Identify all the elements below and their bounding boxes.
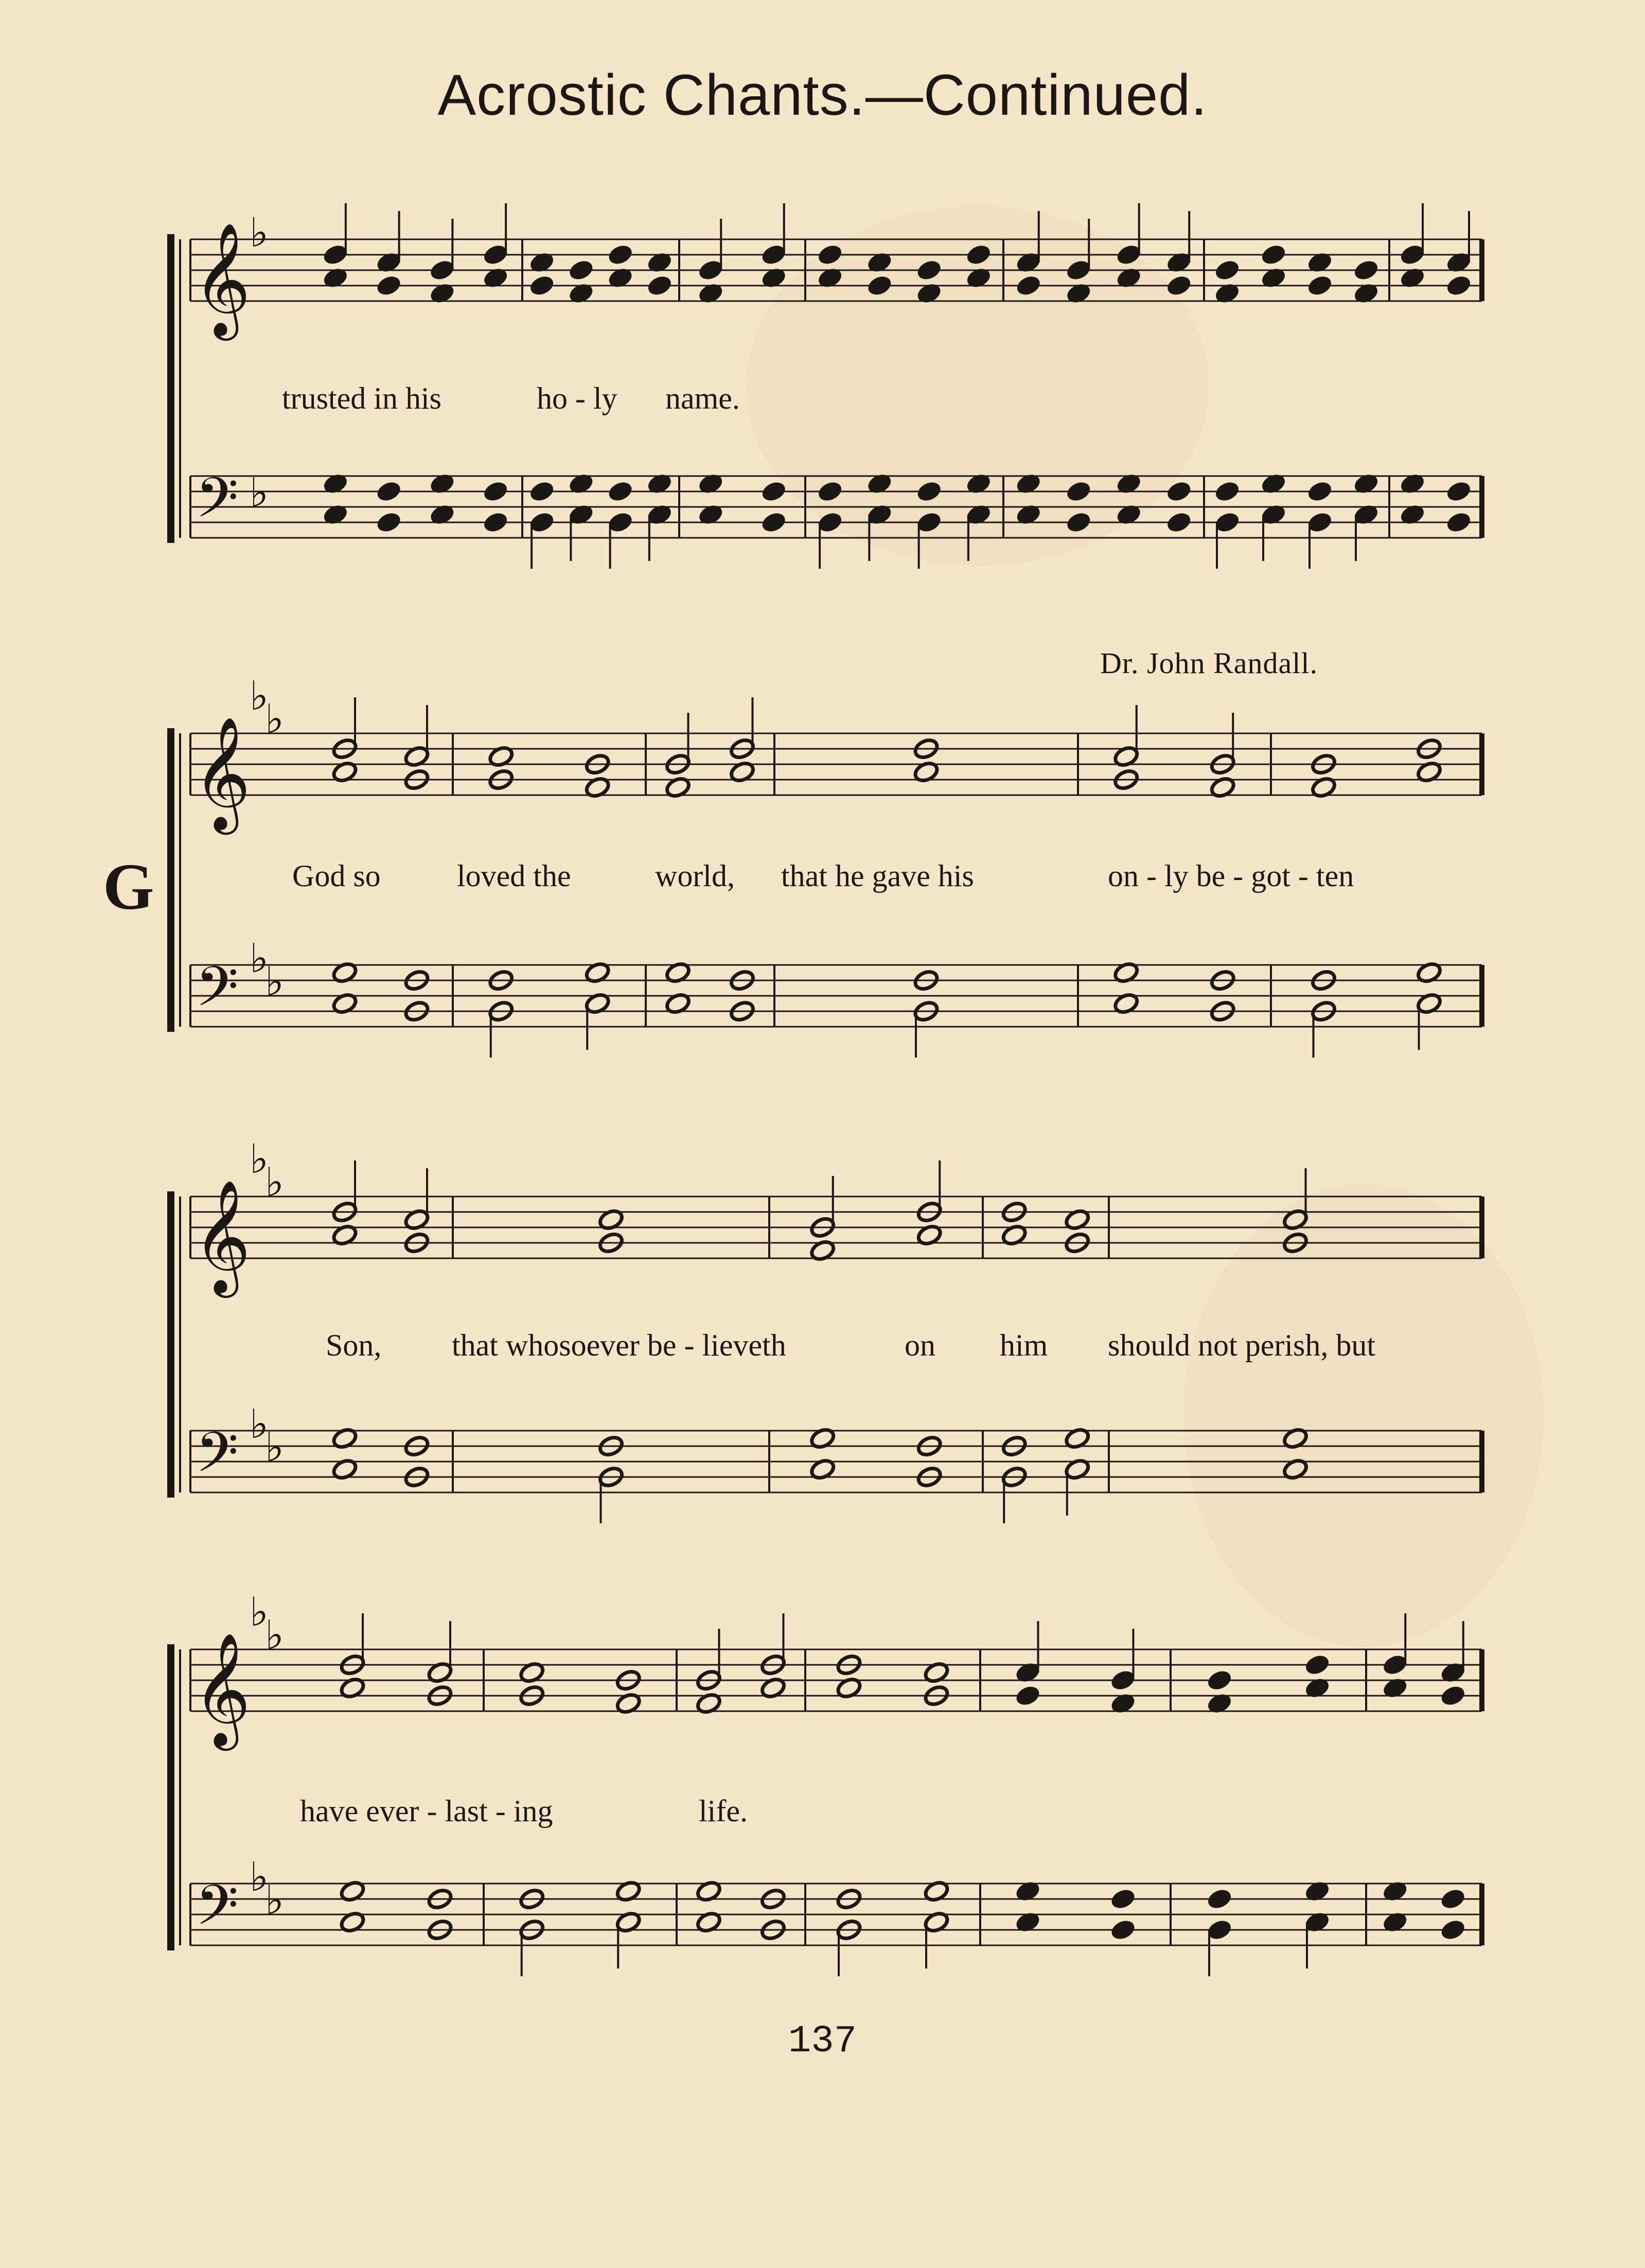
note-head (817, 480, 844, 503)
note-head (760, 480, 787, 503)
page-number: 137 (788, 2020, 857, 2063)
note-head (1206, 1887, 1233, 1911)
note-head (1109, 1887, 1137, 1911)
note-head (1306, 480, 1334, 503)
note-head (866, 274, 893, 297)
note-head (1439, 1887, 1466, 1911)
note-head (1439, 1684, 1466, 1708)
flat-icon: ♭ (250, 210, 269, 256)
note-head (568, 258, 595, 282)
lyric-s2-3: world, (655, 859, 735, 893)
note-head (1353, 258, 1380, 282)
page-title: Acrostic Chants.—Continued. (437, 63, 1208, 127)
lyric-s3-2: that whosoever be - lieveth (452, 1328, 786, 1362)
note-head (1306, 274, 1334, 297)
bass-clef-icon: 𝄢 (196, 1420, 239, 1498)
note-head (1445, 480, 1473, 503)
system-bracket (167, 1644, 174, 1950)
note-head (1445, 274, 1473, 297)
note-head (817, 243, 844, 267)
flat-icon: ♭ (265, 1877, 284, 1924)
note-head (646, 274, 674, 297)
note-head (1014, 1684, 1041, 1708)
flat-icon: ♭ (250, 1854, 269, 1901)
note-head (1165, 274, 1193, 297)
treble-clef-icon: 𝄞 (193, 716, 251, 830)
flat-icon: ♭ (250, 1136, 269, 1183)
bass-clef-icon: 𝄢 (196, 1873, 239, 1951)
treble-clef-icon: 𝄞 (193, 1632, 251, 1746)
lyric-s2-4: that he gave his (781, 859, 974, 893)
note-head (528, 480, 556, 503)
note-head (1445, 511, 1473, 534)
flat-icon: ♭ (265, 696, 284, 743)
system-bracket (167, 234, 174, 543)
note-head (1214, 258, 1241, 282)
note-head (1065, 511, 1092, 534)
note-head (607, 480, 634, 503)
bass-clef-icon: 𝄢 (196, 465, 239, 543)
bass-clef-icon: 𝄢 (196, 954, 239, 1032)
treble-clef-icon: 𝄞 (193, 222, 251, 336)
lyric-s3-3: on (905, 1328, 935, 1362)
note-head (1165, 511, 1193, 534)
note-head (915, 258, 943, 282)
note-head (375, 511, 402, 534)
note-head (1439, 1918, 1466, 1942)
flat-icon: ♭ (250, 673, 269, 719)
system-bracket (167, 1191, 174, 1498)
note-head (1260, 243, 1287, 267)
lyric-s1-2: ho - ly (537, 381, 617, 415)
flat-icon: ♭ (265, 1612, 284, 1659)
note-head (375, 274, 402, 297)
note-head (1065, 480, 1092, 503)
lyric-s2-1: God so (292, 859, 381, 893)
lyric-s3-5: should not perish, but (1108, 1328, 1375, 1362)
lyric-s2-2: loved the (457, 859, 571, 893)
section-letter: G (103, 850, 154, 923)
note-head (965, 243, 993, 267)
note-head (482, 511, 509, 534)
system-bracket (167, 728, 174, 1032)
note-head (375, 480, 402, 503)
note-head (528, 274, 556, 297)
flat-icon: ♭ (265, 1425, 284, 1471)
note-head (1214, 480, 1241, 503)
lyric-s2-5: on - ly be - got - ten (1108, 859, 1354, 893)
lyric-s4-2: life. (699, 1794, 748, 1828)
flat-icon: ♭ (265, 959, 284, 1005)
lyric-s1-1: trusted in his (282, 381, 441, 415)
note-head (915, 480, 943, 503)
note-head (760, 511, 787, 534)
flat-icon: ♭ (250, 1401, 269, 1448)
treble-clef-icon: 𝄞 (193, 1179, 251, 1293)
lyric-s1-3: name. (665, 381, 740, 415)
note-head (482, 480, 509, 503)
flat-icon: ♭ (250, 470, 269, 516)
note-head (1165, 480, 1193, 503)
lyric-s3-1: Son, (326, 1328, 382, 1362)
flat-icon: ♭ (250, 936, 269, 982)
note-head (1109, 1918, 1137, 1942)
lyric-s4-1: have ever - last - ing (300, 1794, 553, 1828)
composer-attribution: Dr. John Randall. (1100, 646, 1318, 680)
flat-icon: ♭ (265, 1159, 284, 1206)
note-head (607, 243, 634, 267)
lyric-s3-4: him (1000, 1328, 1048, 1362)
flat-icon: ♭ (250, 1589, 269, 1636)
note-head (1015, 274, 1042, 297)
note-head (1206, 1668, 1233, 1692)
note-head (1304, 1653, 1331, 1677)
